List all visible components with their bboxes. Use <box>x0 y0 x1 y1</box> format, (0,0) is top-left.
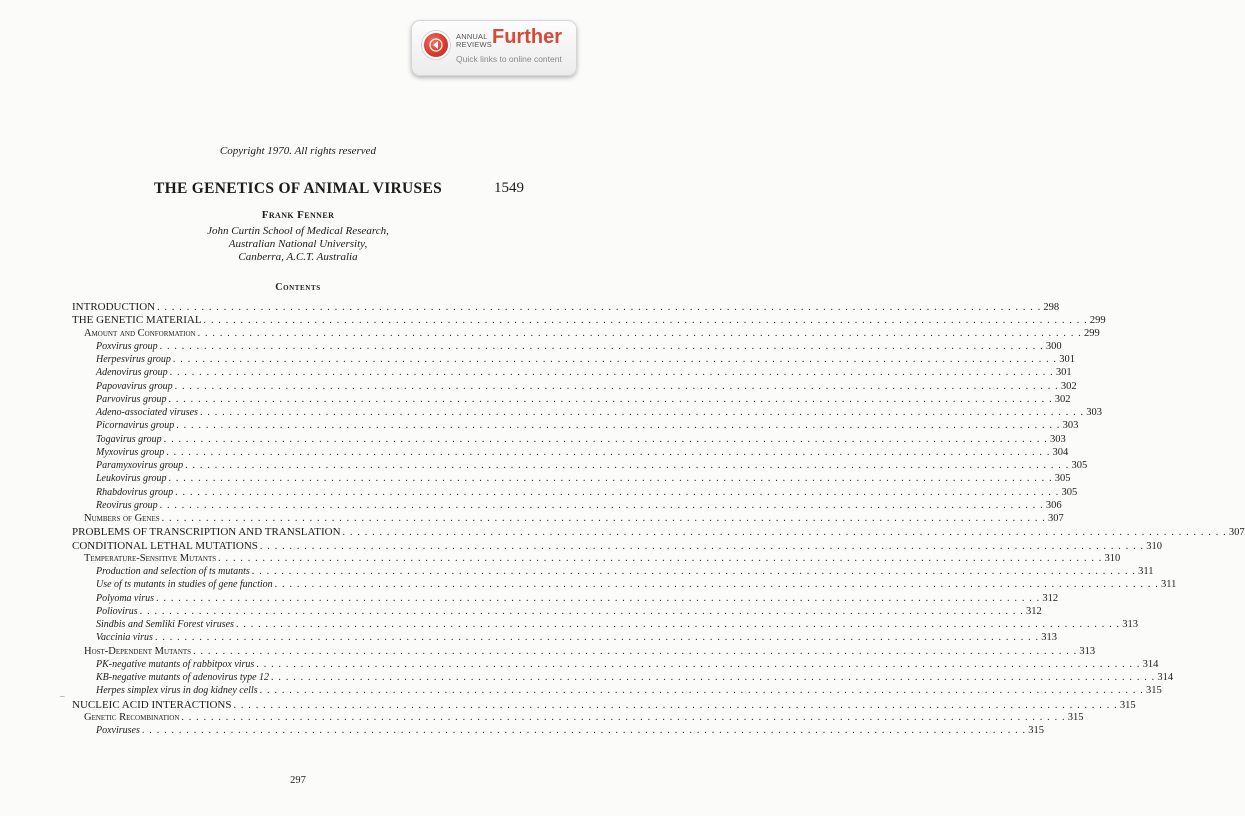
toc-dot-leader: . . . . . . . . . . . . . . . . . . . . . . . . . . . . . . . . . . . . . . . . . . . . . . . . . . . . . . . . . . . . . . . . . . . . . . . . . . . . . . . . . . . . . . . . . . . . . . . . . . . . . . . . . . . . . . . . . . . . . . . . <box>181 711 1066 723</box>
toc-dot-leader: . . . . . . . . . . . . . . . . . . . . . . . . . . . . . . . . . . . . . . . . . . . . . . . . . . . . . . . . . . . . . . . . . . . . . . . . . . . . . . . . . . . . . . . . . . . . . . . . . . . . . . . . . . . . . . . . . . . . . . . . <box>166 446 1051 458</box>
further-badge[interactable] <box>411 20 577 76</box>
toc-entry-page: 300 <box>1045 340 1062 352</box>
toc-entry-label: Numbers of Genes <box>84 513 160 524</box>
toc-dot-leader: . . . . . . . . . . . . . . . . . . . . . . . . . . . . . . . . . . . . . . . . . . . . . . . . . . . . . . . . . . . . . . . . . . . . . . . . . . . . . . . . . . . . . . . . . . . . . . . . . . . . . . . . . . . . . . . . . . . . . . . . <box>271 672 1156 683</box>
affiliation-line-1: John Curtin School of Medical Research, <box>207 225 389 237</box>
toc-entry-label: CONDITIONAL LETHAL MUTATIONS <box>72 539 258 552</box>
toc-entry <box>96 393 1071 407</box>
toc-entry-page: 315 <box>1067 711 1084 723</box>
toc-entry-page: 315 <box>1028 725 1044 736</box>
affiliation-line-2: Australian National University, <box>228 238 368 250</box>
toc-entry-page: 313 <box>1122 619 1139 630</box>
article-title: THE GENETICS OF ANIMAL VIRUSES <box>153 180 443 197</box>
toc-dot-leader: . . . . . . . . . . . . . . . . . . . . . . . . . . . . . . . . . . . . . . . . . . . . . . . . . . . . . . . . . . . . . . . . . . . . . . . . . . . . . . . . . . . . . . . . . . . . . . . . . . . . . . . . . . . . . . . . . . . . . . . . <box>159 340 1044 352</box>
toc-entry-label: Vaccinia virus <box>96 632 153 644</box>
toc-entry-label: Leukovirus group <box>96 473 167 485</box>
toc-entry-page: 312 <box>1042 592 1059 604</box>
toc-entry-label: Rhabdovirus group <box>96 486 174 498</box>
toc-entry-page: 303 <box>1086 407 1102 418</box>
toc-entry-label: Paramyxovirus group <box>96 460 184 471</box>
toc-dot-leader: . . . . . . . . . . . . . . . . . . . . . . . . . . . . . . . . . . . . . . . . . . . . . . . . . . . . . . . . . . . . . . . . . . . . . . . . . . . . . . . . . . . . . . . . . . . . . . . . . . . . . . . . . . . . . . . . . . . . . . . . <box>197 327 1082 339</box>
toc-entry-page: 303 <box>1062 420 1079 432</box>
toc-entry <box>96 578 1177 592</box>
toc-dot-leader: . . . . . . . . . . . . . . . . . . . . . . . . . . . . . . . . . . . . . . . . . . . . . . . . . . . . . . . . . . . . . . . . . . . . . . . . . . . . . . . . . . . . . . . . . . . . . . . . . . . . . . . . . . . . . . . . . . . . . . . . <box>174 380 1059 392</box>
toc-entry <box>96 380 1077 394</box>
toc-entry <box>96 631 1057 645</box>
margin-mark: – <box>60 691 65 701</box>
toc-entry <box>84 327 1100 341</box>
toc-entry-page: 304 <box>1052 446 1069 458</box>
toc-entry-page: 305 <box>1054 473 1071 485</box>
toc-entry-label: Host-Dependent Mutants <box>84 645 192 657</box>
toc-dot-leader: . . . . . . . . . . . . . . . . . . . . . . . . . . . . . . . . . . . . . . . . . . . . . . . . . . . . . . . . . . . . . . . . . . . . . . . . . . . . . . . . . . . . . . . . . . . . . . . . . . . . . . . . . . . . . . . . . . . . . . . . <box>175 486 1060 498</box>
toc-entry-label: Picornavirus group <box>96 420 175 432</box>
toc-entry <box>72 313 1106 327</box>
toc-dot-leader: . . . . . . . . . . . . . . . . . . . . . . . . . . . . . . . . . . . . . . . . . . . . . . . . . . . . . . . . . . . . . . . . . . . . . . . . . . . . . . . . . . . . . . . . . . . . . . . . . . . . . . . . . . . . . . . . . . . . . . . . <box>199 407 1085 418</box>
toc-entry-page: 310 <box>1146 540 1162 552</box>
toc-entry-label: Adenovirus group <box>96 367 168 379</box>
toc-dot-leader: . . . . . . . . . . . . . . . . . . . . . . . . . . . . . . . . . . . . . . . . . . . . . . . . . . . . . . . . . . . . . . . . . . . . . . . . . . . . . . . . . . . . . . . . . . . . . . . . . . . . . . . . . . . . . . . . . . . . . . . . <box>203 315 1088 327</box>
toc-entry-page: 305 <box>1071 460 1088 471</box>
toc-entry <box>96 671 1174 685</box>
toc-entry-label: INTRODUCTION <box>72 301 156 313</box>
copyright-notice: Copyright 1970. All rights reserved <box>219 145 377 157</box>
toc-dot-leader: . . . . . . . . . . . . . . . . . . . . . . . . . . . . . . . . . . . . . . . . . . . . . . . . . . . . . . . . . . . . . . . . . . . . . . . . . . . . . . . . . . . . . . . . . . . . . . . . . . . . . . . . . . . . . . . . . . . . . . . . <box>169 367 1054 379</box>
toc-entry-label: Parvovirus group <box>96 393 167 405</box>
toc-entry-label: Herpesvirus group <box>96 354 171 365</box>
toc-entry-page: 314 <box>1142 658 1159 670</box>
toc-entry <box>96 353 1075 367</box>
toc-entry <box>84 552 1121 566</box>
toc-entry <box>96 366 1072 380</box>
toc-entry-page: 315 <box>1119 699 1136 711</box>
toc-entry-page: 307 <box>1047 513 1064 524</box>
annual-reviews-logo-icon <box>422 31 450 59</box>
toc-entry-page: 302 <box>1054 393 1071 405</box>
toc-dot-leader: . . . . . . . . . . . . . . . . . . . . . . . . . . . . . . . . . . . . . . . . . . . . . . . . . . . . . . . . . . . . . . . . . . . . . . . . . . . . . . . . . . . . . . . . . . . . . . . . . . . . . . . . . . . . . . . . . . . . . . . . <box>259 540 1145 552</box>
toc-entry-page: 301 <box>1055 367 1072 379</box>
toc-entry-label: Myxovirus group <box>96 446 165 458</box>
toc-entry-label: Reovirus group <box>96 499 158 511</box>
toc-entry-label: Genetic Recombination <box>84 711 180 723</box>
toc-dot-leader: . . . . . . . . . . . . . . . . . . . . . . . . . . . . . . . . . . . . . . . . . . . . . . . . . . . . . . . . . . . . . . . . . . . . . . . . . . . . . . . . . . . . . . . . . . . . . . . . . . . . . . . . . . . . . . . . . . . . . . . . <box>159 499 1044 511</box>
toc-entry <box>96 499 1062 513</box>
toc-entry <box>96 472 1071 486</box>
toc-dot-leader: . . . . . . . . . . . . . . . . . . . . . . . . . . . . . . . . . . . . . . . . . . . . . . . . . . . . . . . . . . . . . . . . . . . . . . . . . . . . . . . . . . . . . . . . . . . . . . . . . . . . . . . . . . . . . . . . . . . . . . . . <box>342 527 1227 539</box>
toc-entry <box>72 698 1136 712</box>
toc-entry-label: PROBLEMS OF TRANSCRIPTION AND TRANSLATION <box>72 526 341 539</box>
toc-entry-page: 312 <box>1025 605 1042 617</box>
toc-entry-label: Sindbis and Semliki Forest viruses <box>96 619 234 630</box>
toc-dot-leader: . . . . . . . . . . . . . . . . . . . . . . . . . . . . . . . . . . . . . . . . . . . . . . . . . . . . . . . . . . . . . . . . . . . . . . . . . . . . . . . . . . . . . . . . . . . . . . . . . . . . . . . . . . . . . . . . . . . . . . . . <box>163 433 1048 445</box>
toc-entry-page: 306 <box>1045 499 1062 511</box>
toc-dot-leader: . . . . . . . . . . . . . . . . . . . . . . . . . . . . . . . . . . . . . . . . . . . . . . . . . . . . . . . . . . . . . . . . . . . . . . . . . . . . . . . . . . . . . . . . . . . . . . . . . . . . . . . . . . . . . . . . . . . . . . . . <box>156 592 1041 604</box>
toc-entry <box>96 433 1066 447</box>
toc-entry-label: Poxviruses <box>96 725 140 736</box>
toc-entry-page: 299 <box>1083 327 1100 339</box>
toc-entry-page: 313 <box>1041 632 1057 644</box>
toc-entry-page: 313 <box>1079 645 1096 657</box>
toc-entry-page: 307 <box>1228 527 1245 539</box>
affiliation-line-3: Canberra, A.C.T. Australia <box>238 251 358 263</box>
toc-entry-label: Use of ts mutants in studies of gene function <box>96 579 273 591</box>
toc-entry-label: KB-negative mutants of adenovirus type 12 <box>96 672 270 683</box>
toc-dot-leader: . . . . . . . . . . . . . . . . . . . . . . . . . . . . . . . . . . . . . . . . . . . . . . . . . . . . . . . . . . . . . . . . . . . . . . . . . . . . . . . . . . . . . . . . . . . . . . . . . . . . . . . . . . . . . . . . . . . . . . . . <box>141 725 1027 736</box>
toc-entry-page: 311 <box>1160 579 1177 591</box>
toc-entry <box>72 525 1245 539</box>
toc-entry <box>96 618 1139 632</box>
toc-entry-page: 298 <box>1043 302 1060 313</box>
toc-entry <box>96 684 1162 698</box>
toc-entry-label: Production and selection of ts mutants <box>96 566 250 577</box>
toc-entry-page: 305 <box>1061 486 1078 498</box>
badge-subtitle: Quick links to online content <box>456 54 562 64</box>
toc-dot-leader: . . . . . . . . . . . . . . . . . . . . . . . . . . . . . . . . . . . . . . . . . . . . . . . . . . . . . . . . . . . . . . . . . . . . . . . . . . . . . . . . . . . . . . . . . . . . . . . . . . . . . . . . . . . . . . . . . . . . . . . . <box>235 619 1121 630</box>
toc-entry <box>96 565 1154 579</box>
toc-dot-leader: . . . . . . . . . . . . . . . . . . . . . . . . . . . . . . . . . . . . . . . . . . . . . . . . . . . . . . . . . . . . . . . . . . . . . . . . . . . . . . . . . . . . . . . . . . . . . . . . . . . . . . . . . . . . . . . . . . . . . . . . <box>274 579 1159 591</box>
toc-entry-label: NUCLEIC ACID INTERACTIONS <box>72 698 232 711</box>
toc-entry-page: 299 <box>1089 315 1106 327</box>
journal-page-number: 1549 <box>494 180 524 196</box>
toc-entry <box>96 459 1088 473</box>
toc-entry-page: 315 <box>1145 685 1162 697</box>
toc-entry <box>96 419 1079 433</box>
toc-entry-page: 303 <box>1049 433 1066 445</box>
toc-entry <box>96 605 1042 619</box>
toc-entry-label: Adeno-associated viruses <box>96 407 198 418</box>
toc-entry <box>72 539 1162 553</box>
toc-dot-leader: . . . . . . . . . . . . . . . . . . . . . . . . . . . . . . . . . . . . . . . . . . . . . . . . . . . . . . . . . . . . . . . . . . . . . . . . . . . . . . . . . . . . . . . . . . . . . . . . . . . . . . . . . . . . . . . . . . . . . . . . <box>139 605 1024 617</box>
toc-entry <box>84 711 1084 725</box>
toc-dot-leader: . . . . . . . . . . . . . . . . . . . . . . . . . . . . . . . . . . . . . . . . . . . . . . . . . . . . . . . . . . . . . . . . . . . . . . . . . . . . . . . . . . . . . . . . . . . . . . . . . . . . . . . . . . . . . . . . . . . . . . . . <box>154 632 1040 644</box>
toc-entry-page: 314 <box>1157 672 1174 683</box>
toc-entry-label: Temperature-Sensitive Mutants <box>84 552 217 564</box>
toc-entry-page: 311 <box>1138 566 1154 577</box>
badge-further-text: Further <box>492 26 562 48</box>
author-name: Frank Fenner <box>261 209 335 221</box>
toc-entry <box>72 300 1060 314</box>
toc-entry-label: Amount and Conformation <box>84 327 196 339</box>
toc-entry-label: Herpes simplex virus in dog kidney cells <box>96 685 258 697</box>
toc-entry-label: THE GENETIC MATERIAL <box>72 314 202 327</box>
badge-reviews-text: REVIEWS <box>456 40 492 49</box>
toc-entry-label: Polyoma virus <box>96 592 155 604</box>
toc-dot-leader: . . . . . . . . . . . . . . . . . . . . . . . . . . . . . . . . . . . . . . . . . . . . . . . . . . . . . . . . . . . . . . . . . . . . . . . . . . . . . . . . . . . . . . . . . . . . . . . . . . . . . . . . . . . . . . . . . . . . . . . . <box>168 393 1053 405</box>
toc-entry <box>96 592 1059 606</box>
toc-entry-label: Poliovirus <box>96 605 138 617</box>
toc-entry-page: 301 <box>1059 354 1075 365</box>
toc-dot-leader: . . . . . . . . . . . . . . . . . . . . . . . . . . . . . . . . . . . . . . . . . . . . . . . . . . . . . . . . . . . . . . . . . . . . . . . . . . . . . . . . . . . . . . . . . . . . . . . . . . . . . . . . . . . . . . . . . . . . . . . . <box>259 685 1144 697</box>
toc-dot-leader: . . . . . . . . . . . . . . . . . . . . . . . . . . . . . . . . . . . . . . . . . . . . . . . . . . . . . . . . . . . . . . . . . . . . . . . . . . . . . . . . . . . . . . . . . . . . . . . . . . . . . . . . . . . . . . . . . . . . . . . . <box>176 420 1061 432</box>
toc-entry <box>96 658 1159 672</box>
toc-dot-leader: . . . . . . . . . . . . . . . . . . . . . . . . . . . . . . . . . . . . . . . . . . . . . . . . . . . . . . . . . . . . . . . . . . . . . . . . . . . . . . . . . . . . . . . . . . . . . . . . . . . . . . . . . . . . . . . . . . . . . . . . <box>168 473 1053 485</box>
toc-dot-leader: . . . . . . . . . . . . . . . . . . . . . . . . . . . . . . . . . . . . . . . . . . . . . . . . . . . . . . . . . . . . . . . . . . . . . . . . . . . . . . . . . . . . . . . . . . . . . . . . . . . . . . . . . . . . . . . . . . . . . . . . <box>218 552 1103 564</box>
toc-entry <box>96 724 1044 738</box>
toc-entry-label: PK-negative mutants of rabbitpox virus <box>96 658 255 670</box>
toc-dot-leader: . . . . . . . . . . . . . . . . . . . . . . . . . . . . . . . . . . . . . . . . . . . . . . . . . . . . . . . . . . . . . . . . . . . . . . . . . . . . . . . . . . . . . . . . . . . . . . . . . . . . . . . . . . . . . . . . . . . . . . . . <box>185 460 1070 471</box>
toc-dot-leader: . . . . . . . . . . . . . . . . . . . . . . . . . . . . . . . . . . . . . . . . . . . . . . . . . . . . . . . . . . . . . . . . . . . . . . . . . . . . . . . . . . . . . . . . . . . . . . . . . . . . . . . . . . . . . . . . . . . . . . . . <box>172 354 1058 365</box>
toc-entry-page: 310 <box>1104 552 1121 564</box>
page-footer-number: 297 <box>290 775 306 786</box>
toc-dot-leader: . . . . . . . . . . . . . . . . . . . . . . . . . . . . . . . . . . . . . . . . . . . . . . . . . . . . . . . . . . . . . . . . . . . . . . . . . . . . . . . . . . . . . . . . . . . . . . . . . . . . . . . . . . . . . . . . . . . . . . . . <box>256 658 1141 670</box>
toc-dot-leader: . . . . . . . . . . . . . . . . . . . . . . . . . . . . . . . . . . . . . . . . . . . . . . . . . . . . . . . . . . . . . . . . . . . . . . . . . . . . . . . . . . . . . . . . . . . . . . . . . . . . . . . . . . . . . . . . . . . . . . . . <box>193 645 1078 657</box>
toc-dot-leader: . . . . . . . . . . . . . . . . . . . . . . . . . . . . . . . . . . . . . . . . . . . . . . . . . . . . . . . . . . . . . . . . . . . . . . . . . . . . . . . . . . . . . . . . . . . . . . . . . . . . . . . . . . . . . . . . . . . . . . . . <box>251 566 1137 577</box>
toc-dot-leader: . . . . . . . . . . . . . . . . . . . . . . . . . . . . . . . . . . . . . . . . . . . . . . . . . . . . . . . . . . . . . . . . . . . . . . . . . . . . . . . . . . . . . . . . . . . . . . . . . . . . . . . . . . . . . . . . . . . . . . . . <box>161 513 1046 524</box>
toc-entry-label: Togavirus group <box>96 433 162 445</box>
toc-dot-leader: . . . . . . . . . . . . . . . . . . . . . . . . . . . . . . . . . . . . . . . . . . . . . . . . . . . . . . . . . . . . . . . . . . . . . . . . . . . . . . . . . . . . . . . . . . . . . . . . . . . . . . . . . . . . . . . . . . . . . . . . <box>233 699 1118 711</box>
toc-entry-label: Papovavirus group <box>96 380 173 392</box>
toc-entry <box>84 645 1096 659</box>
badge-annual-text: ANNUAL <box>456 32 488 41</box>
toc-entry <box>96 446 1069 460</box>
toc-entry <box>96 406 1102 420</box>
toc-entry-page: 302 <box>1060 380 1077 392</box>
toc-dot-leader: . . . . . . . . . . . . . . . . . . . . . . . . . . . . . . . . . . . . . . . . . . . . . . . . . . . . . . . . . . . . . . . . . . . . . . . . . . . . . . . . . . . . . . . . . . . . . . . . . . . . . . . . . . . . . . . . . . . . . . . . <box>157 302 1042 313</box>
toc-entry <box>84 512 1064 526</box>
contents-heading: Contents <box>275 282 321 293</box>
toc-entry-label: Poxvirus group <box>96 340 158 352</box>
toc-entry <box>96 340 1062 354</box>
toc-entry <box>96 486 1078 500</box>
